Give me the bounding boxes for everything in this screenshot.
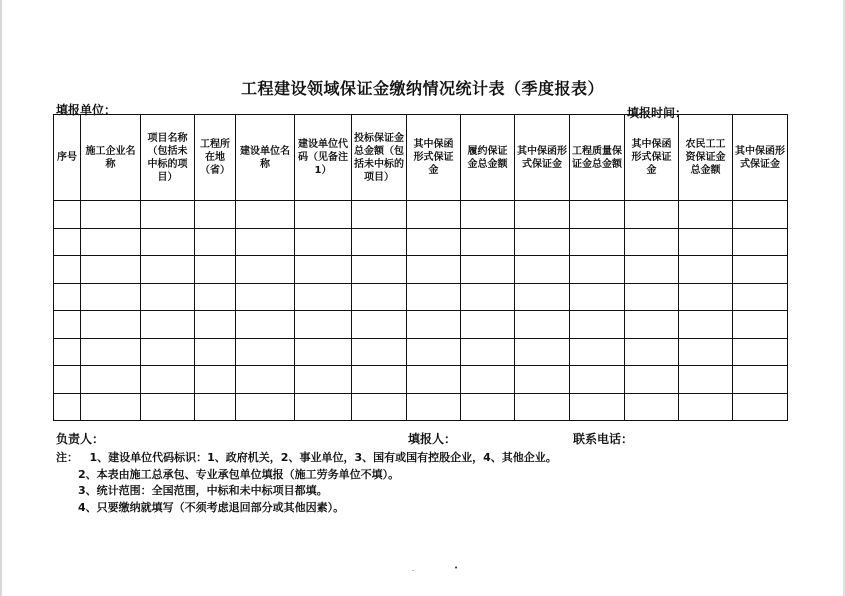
table-cell[interactable] bbox=[625, 338, 679, 366]
table-cell[interactable] bbox=[54, 228, 81, 256]
table-cell[interactable] bbox=[54, 201, 81, 229]
table-cell[interactable] bbox=[195, 311, 236, 339]
col-header-province: 工程所在地（省） bbox=[195, 115, 236, 201]
table-cell[interactable] bbox=[625, 366, 679, 394]
table-cell[interactable] bbox=[295, 366, 352, 394]
table-cell[interactable] bbox=[679, 256, 733, 284]
table-cell[interactable] bbox=[236, 256, 295, 284]
col-header-owner-code: 建设单位代码（见备注1） bbox=[295, 115, 352, 201]
table-cell[interactable] bbox=[679, 393, 733, 421]
table-cell[interactable] bbox=[81, 201, 141, 229]
table-cell[interactable] bbox=[236, 201, 295, 229]
table-cell[interactable] bbox=[679, 283, 733, 311]
table-cell[interactable] bbox=[625, 201, 679, 229]
statistics-table bbox=[53, 114, 788, 421]
table-cell[interactable] bbox=[733, 311, 788, 339]
table-cell[interactable] bbox=[352, 283, 407, 311]
note-item-2: 2、本表由施工总承包、专业承包单位填报（施工劳务单位不填）。 bbox=[78, 467, 400, 481]
table-cell[interactable] bbox=[81, 256, 141, 284]
table-cell[interactable] bbox=[407, 311, 461, 339]
col-header-quality-deposit-total: 工程质量保证金总金额 bbox=[570, 115, 625, 201]
table-body bbox=[54, 201, 788, 421]
table-cell[interactable] bbox=[141, 311, 195, 339]
table-cell[interactable] bbox=[625, 393, 679, 421]
table-cell[interactable] bbox=[733, 366, 788, 394]
table-cell[interactable] bbox=[407, 228, 461, 256]
table-cell[interactable] bbox=[407, 201, 461, 229]
table-cell[interactable] bbox=[236, 338, 295, 366]
table-row bbox=[54, 283, 788, 311]
table-cell[interactable] bbox=[679, 366, 733, 394]
table-cell[interactable] bbox=[81, 228, 141, 256]
table-cell[interactable] bbox=[733, 228, 788, 256]
table-cell[interactable] bbox=[407, 283, 461, 311]
table-cell[interactable] bbox=[461, 311, 515, 339]
table-row bbox=[54, 256, 788, 284]
table-cell[interactable] bbox=[515, 311, 570, 339]
table-cell[interactable] bbox=[141, 283, 195, 311]
col-header-performance-guarantee-form: 其中保函形式保证金 bbox=[515, 115, 570, 201]
table-header-row bbox=[54, 115, 788, 201]
table-cell[interactable] bbox=[195, 201, 236, 229]
table-cell[interactable] bbox=[236, 393, 295, 421]
table-cell[interactable] bbox=[295, 338, 352, 366]
table-cell[interactable] bbox=[625, 228, 679, 256]
scan-speck: • bbox=[454, 564, 459, 572]
note-item-3: 3、统计范围：全国范围，中标和未中标项目都填。 bbox=[78, 484, 328, 497]
table-row bbox=[54, 311, 788, 339]
table-cell[interactable] bbox=[81, 283, 141, 311]
table-cell[interactable] bbox=[352, 311, 407, 339]
table-cell[interactable] bbox=[570, 366, 625, 394]
col-header-project-name: 项目名称（包括未中标的项目） bbox=[141, 115, 195, 201]
table-cell[interactable] bbox=[195, 283, 236, 311]
table-row bbox=[54, 228, 788, 256]
table-cell[interactable] bbox=[679, 311, 733, 339]
table-cell[interactable] bbox=[461, 201, 515, 229]
table-cell[interactable] bbox=[295, 256, 352, 284]
table-cell[interactable] bbox=[570, 256, 625, 284]
table-row bbox=[54, 338, 788, 366]
table-row bbox=[54, 393, 788, 421]
table-cell[interactable] bbox=[461, 338, 515, 366]
table-cell[interactable] bbox=[195, 366, 236, 394]
table-cell[interactable] bbox=[407, 338, 461, 366]
notes-block bbox=[56, 450, 557, 516]
responsible-label: 负责人： bbox=[56, 432, 105, 446]
table-cell[interactable] bbox=[679, 228, 733, 256]
table-cell[interactable] bbox=[570, 283, 625, 311]
table-cell[interactable] bbox=[236, 311, 295, 339]
table-cell[interactable] bbox=[461, 393, 515, 421]
col-header-performance-deposit-total: 履约保证金总金额 bbox=[461, 115, 515, 201]
scan-speck: · bbox=[412, 567, 415, 575]
table-cell[interactable] bbox=[54, 393, 81, 421]
col-header-quality-guarantee-form: 其中保函形式保证金 bbox=[625, 115, 679, 201]
table-cell[interactable] bbox=[236, 228, 295, 256]
table-cell[interactable] bbox=[141, 201, 195, 229]
table-cell[interactable] bbox=[141, 366, 195, 394]
col-header-bid-guarantee-form: 其中保函形式保证金 bbox=[407, 115, 461, 201]
table-cell[interactable] bbox=[461, 228, 515, 256]
table-cell[interactable] bbox=[352, 201, 407, 229]
table-cell[interactable] bbox=[570, 201, 625, 229]
table-cell[interactable] bbox=[141, 228, 195, 256]
table-cell[interactable] bbox=[54, 256, 81, 284]
table-cell[interactable] bbox=[352, 338, 407, 366]
table-cell[interactable] bbox=[407, 256, 461, 284]
col-header-wage-guarantee-form: 其中保函形式保证金 bbox=[733, 115, 788, 201]
table-cell[interactable] bbox=[141, 338, 195, 366]
table-cell[interactable] bbox=[515, 366, 570, 394]
table-cell[interactable] bbox=[515, 228, 570, 256]
table-cell[interactable] bbox=[515, 201, 570, 229]
table-cell[interactable] bbox=[733, 338, 788, 366]
table-cell[interactable] bbox=[570, 393, 625, 421]
note-item-4: 4、只要缴纳就填写（不须考虑退回部分或其他因素）。 bbox=[78, 500, 345, 514]
col-header-company-name: 施工企业名称 bbox=[81, 115, 141, 201]
table-cell[interactable] bbox=[195, 228, 236, 256]
fill-unit-label: 填报单位： bbox=[56, 103, 117, 117]
table-cell[interactable] bbox=[141, 256, 195, 284]
col-header-wage-deposit-total: 农民工工资保证金总金额 bbox=[679, 115, 733, 201]
table-cell[interactable] bbox=[733, 393, 788, 421]
table-cell[interactable] bbox=[733, 283, 788, 311]
table-cell[interactable] bbox=[54, 283, 81, 311]
table-cell[interactable] bbox=[515, 393, 570, 421]
table-cell[interactable] bbox=[625, 256, 679, 284]
table-cell[interactable] bbox=[141, 393, 195, 421]
table-cell[interactable] bbox=[352, 393, 407, 421]
table-cell[interactable] bbox=[515, 256, 570, 284]
table-cell[interactable] bbox=[195, 256, 236, 284]
table-cell[interactable] bbox=[461, 283, 515, 311]
table-cell[interactable] bbox=[733, 201, 788, 229]
table-cell[interactable] bbox=[679, 338, 733, 366]
table-cell[interactable] bbox=[295, 228, 352, 256]
table-cell[interactable] bbox=[54, 338, 81, 366]
table-cell[interactable] bbox=[195, 393, 236, 421]
col-header-owner-name: 建设单位名称 bbox=[236, 115, 295, 201]
table-cell[interactable] bbox=[625, 283, 679, 311]
fill-time-label: 填报时间： bbox=[627, 106, 688, 120]
table-row bbox=[54, 366, 788, 394]
table-cell[interactable] bbox=[295, 201, 352, 229]
col-header-serial: 序号 bbox=[54, 115, 81, 201]
table-cell[interactable] bbox=[295, 393, 352, 421]
table-cell[interactable] bbox=[81, 311, 141, 339]
table-cell[interactable] bbox=[236, 366, 295, 394]
notes-prefix: 注： bbox=[56, 451, 78, 464]
table-cell[interactable] bbox=[54, 366, 81, 394]
page-title: 工程建设领域保证金缴纳情况统计表（季度报表） bbox=[240, 79, 604, 98]
table-cell[interactable] bbox=[733, 256, 788, 284]
table-cell[interactable] bbox=[54, 311, 81, 339]
table-cell[interactable] bbox=[352, 366, 407, 394]
table-cell[interactable] bbox=[515, 338, 570, 366]
table-cell[interactable] bbox=[570, 338, 625, 366]
table-cell[interactable] bbox=[195, 338, 236, 366]
table-cell[interactable] bbox=[461, 256, 515, 284]
table-cell[interactable] bbox=[81, 393, 141, 421]
note-item-1: 1、建设单位代码标识：1、政府机关，2、事业单位，3、国有或国有控股企业，4、其他企业。 bbox=[89, 451, 557, 464]
table-cell[interactable] bbox=[461, 366, 515, 394]
table-cell[interactable] bbox=[81, 338, 141, 366]
filler-label: 填报人： bbox=[408, 432, 457, 446]
table-cell[interactable] bbox=[295, 283, 352, 311]
table-cell[interactable] bbox=[236, 283, 295, 311]
table-cell[interactable] bbox=[515, 283, 570, 311]
note-line-1 bbox=[56, 450, 557, 467]
col-header-bid-deposit-total: 投标保证金总金额（包括未中标的项目） bbox=[352, 115, 407, 201]
table-cell[interactable] bbox=[81, 366, 141, 394]
table-cell[interactable] bbox=[625, 311, 679, 339]
table-cell[interactable] bbox=[407, 366, 461, 394]
table-cell[interactable] bbox=[570, 228, 625, 256]
table-cell[interactable] bbox=[407, 393, 461, 421]
phone-label: 联系电话： bbox=[573, 432, 634, 446]
table-cell[interactable] bbox=[352, 256, 407, 284]
table-cell[interactable] bbox=[679, 201, 733, 229]
table-cell[interactable] bbox=[352, 228, 407, 256]
table-row bbox=[54, 201, 788, 229]
table-cell[interactable] bbox=[295, 311, 352, 339]
table-cell[interactable] bbox=[570, 311, 625, 339]
